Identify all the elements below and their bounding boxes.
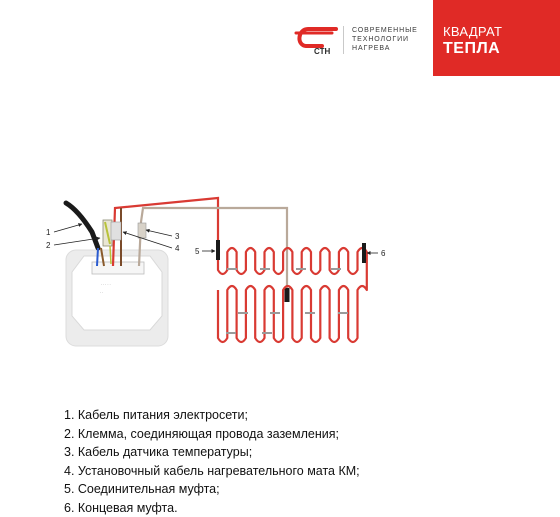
logo-tagline-line: ТЕХНОЛОГИИ	[352, 36, 409, 43]
tape-mark	[226, 332, 236, 334]
end-sleeve	[362, 243, 366, 263]
callout-label: 5	[195, 247, 200, 256]
legend-list	[64, 406, 360, 517]
callout-label: 6	[381, 249, 386, 258]
sensor-probe	[285, 288, 290, 302]
callout-label: 4	[175, 244, 180, 253]
callout-label: 1	[46, 228, 51, 237]
heating-mat-cable	[218, 248, 367, 342]
callout-label: 3	[175, 232, 180, 241]
connection-sleeve	[216, 240, 220, 260]
legend-item: 4. Установочный кабель нагревательного мата КМ;	[64, 462, 360, 481]
tape-mark	[296, 268, 306, 270]
legend-item: 2. Клемма, соединяющая провода заземления;	[64, 425, 360, 444]
tape-mark	[227, 268, 237, 270]
tape-mark	[338, 312, 348, 314]
callout-arrow	[54, 224, 82, 232]
logo-tagline-line: СОВРЕМЕННЫЕ	[352, 27, 418, 34]
logo-mark-text: СТН	[314, 47, 330, 56]
legend-item: 6. Концевая муфта.	[64, 499, 360, 517]
legend-item: 1. Кабель питания электросети;	[64, 406, 360, 425]
callout-label: 2	[46, 241, 51, 250]
tape-mark	[331, 268, 341, 270]
thermostat	[66, 250, 168, 346]
svg-text:· · · · ·: · · · · ·	[101, 283, 111, 287]
legend-item: 5. Соединительная муфта;	[64, 480, 360, 499]
tape-mark	[270, 312, 280, 314]
tape-mark	[238, 312, 248, 314]
terminal-block	[92, 262, 144, 274]
tape-mark	[262, 332, 272, 334]
brand-badge-line: КВАДРАТ	[443, 24, 502, 39]
callout-arrow	[146, 230, 172, 236]
tape-mark	[305, 312, 315, 314]
svg-text:· ·: · ·	[100, 291, 103, 295]
logo-tagline-line: НАГРЕВА	[352, 45, 390, 52]
tape-mark	[260, 268, 270, 270]
brand-badge-line: ТЕПЛА	[443, 40, 500, 58]
legend-item: 3. Кабель датчика температуры;	[64, 443, 360, 462]
